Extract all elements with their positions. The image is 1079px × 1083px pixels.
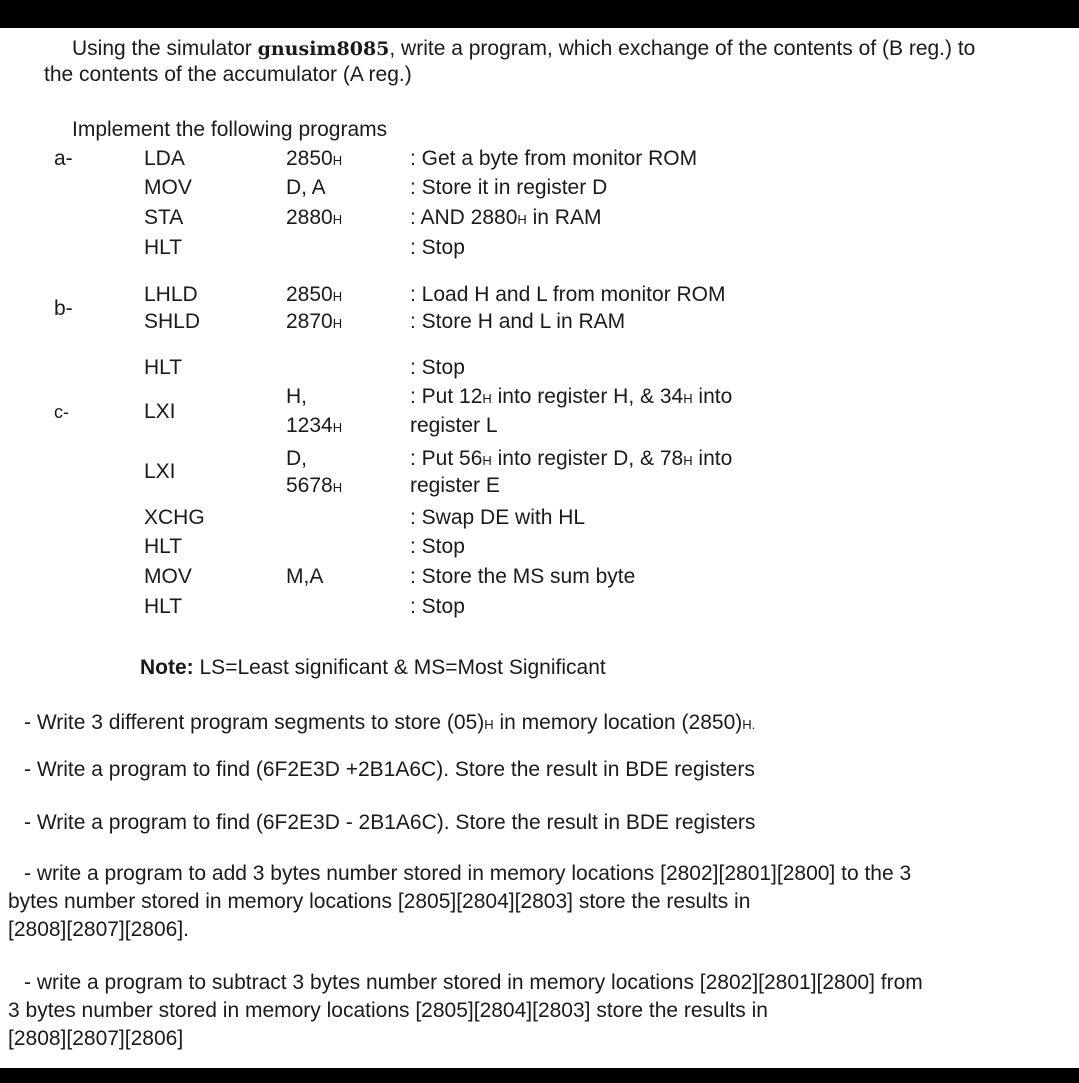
comment-xchg: : Swap DE with HL bbox=[410, 506, 586, 529]
comment-hlt-a: : Stop bbox=[410, 236, 465, 259]
task-5-line-1: - write a program to subtract 3 bytes number stored in memory locations [2802][2801][2800] from bbox=[24, 971, 923, 994]
comment-hlt-c1: : Stop bbox=[410, 535, 465, 558]
comment-hlt-b: : Stop bbox=[410, 356, 465, 379]
op-hlt-c1: HLT bbox=[144, 535, 183, 558]
op-hlt-c2: HLT bbox=[144, 595, 183, 618]
note bbox=[140, 655, 606, 681]
comment-hlt-c2: : Stop bbox=[410, 595, 465, 618]
op-lda: LDA bbox=[144, 147, 185, 170]
comment-lxi-d-cont: register E bbox=[410, 474, 500, 497]
program-c-label: c- bbox=[54, 402, 69, 422]
arg-sta: 2880H bbox=[286, 206, 343, 229]
arg-lhld: 2850H bbox=[286, 283, 343, 306]
op-mov-ma: MOV bbox=[144, 565, 192, 588]
implement-heading: Implement the following programs bbox=[72, 118, 388, 141]
arg-lxi-h-reg: H, bbox=[286, 385, 307, 408]
op-hlt-b: HLT bbox=[144, 356, 183, 379]
note-text: LS=Least significant & MS=Most Significant bbox=[193, 656, 606, 679]
comment-mov: : Store it in register D bbox=[410, 176, 608, 199]
task-4-line-1: - write a program to add 3 bytes number stored in memory locations [2802][2801][2800] to the 3 bbox=[24, 862, 912, 885]
arg-shld: 2870H bbox=[286, 310, 343, 333]
task-5-line-2: 3 bytes number stored in memory locations [2805][2804][2803] store the results in bbox=[8, 999, 768, 1022]
op-mov: MOV bbox=[144, 176, 192, 199]
task-3: - Write a program to find (6F2E3D - 2B1A6C). Store the result in BDE registers bbox=[24, 811, 756, 834]
document-page bbox=[0, 28, 1079, 1068]
arg-mov: D, A bbox=[286, 176, 326, 199]
task-2: - Write a program to find (6F2E3D +2B1A6C). Store the result in BDE registers bbox=[24, 758, 755, 781]
task-5-line-3: [2808][2807][2806] bbox=[8, 1027, 184, 1050]
task-4-line-3: [2808][2807][2806]. bbox=[8, 918, 189, 941]
comment-lxi-d: : Put 56H into register D, & 78H into bbox=[410, 447, 733, 470]
task-4-line-2: bytes number stored in memory locations [2805][2804][2803] store the results in bbox=[8, 890, 751, 913]
arg-lxi-h-val: 1234H bbox=[286, 414, 343, 437]
comment-lda: : Get a byte from monitor ROM bbox=[410, 147, 698, 170]
comment-lxi-h-cont: register L bbox=[410, 414, 498, 437]
comment-mov-ma: : Store the MS sum byte bbox=[410, 565, 636, 588]
comment-lhld: : Load H and L from monitor ROM bbox=[410, 283, 726, 306]
op-xchg: XCHG bbox=[144, 506, 205, 529]
arg-mov-ma: M,A bbox=[286, 565, 324, 588]
op-lxi-d: LXI bbox=[144, 460, 176, 483]
comment-shld: : Store H and L in RAM bbox=[410, 310, 626, 333]
intro-text: Using the simulator bbox=[72, 37, 258, 60]
op-lxi-h: LXI bbox=[144, 400, 176, 423]
simulator-name: gnusim8085 bbox=[257, 38, 390, 60]
op-lhld: LHLD bbox=[144, 283, 198, 306]
task-1: - Write 3 different program segments to store (05)H in memory location (2850)H. bbox=[24, 711, 756, 734]
arg-lxi-d-val: 5678H bbox=[286, 474, 343, 497]
arg-lda: 2850H bbox=[286, 147, 343, 170]
op-hlt-a: HLT bbox=[144, 236, 183, 259]
op-shld: SHLD bbox=[144, 310, 201, 333]
arg-lxi-d-reg: D, bbox=[286, 447, 307, 470]
op-sta: STA bbox=[144, 206, 184, 229]
comment-lxi-h: : Put 12H into register H, & 34H into bbox=[410, 385, 733, 408]
intro-text-cont: , write a program, which exchange of the contents of (B reg.) to bbox=[389, 37, 976, 60]
note-label: Note: bbox=[140, 656, 194, 679]
program-b-label: b- bbox=[54, 297, 73, 320]
intro-line-2: the contents of the accumulator (A reg.) bbox=[44, 63, 412, 86]
intro-line-1 bbox=[72, 36, 975, 62]
comment-sta: : AND 2880H in RAM bbox=[410, 206, 602, 229]
program-a-label: a- bbox=[54, 147, 73, 170]
